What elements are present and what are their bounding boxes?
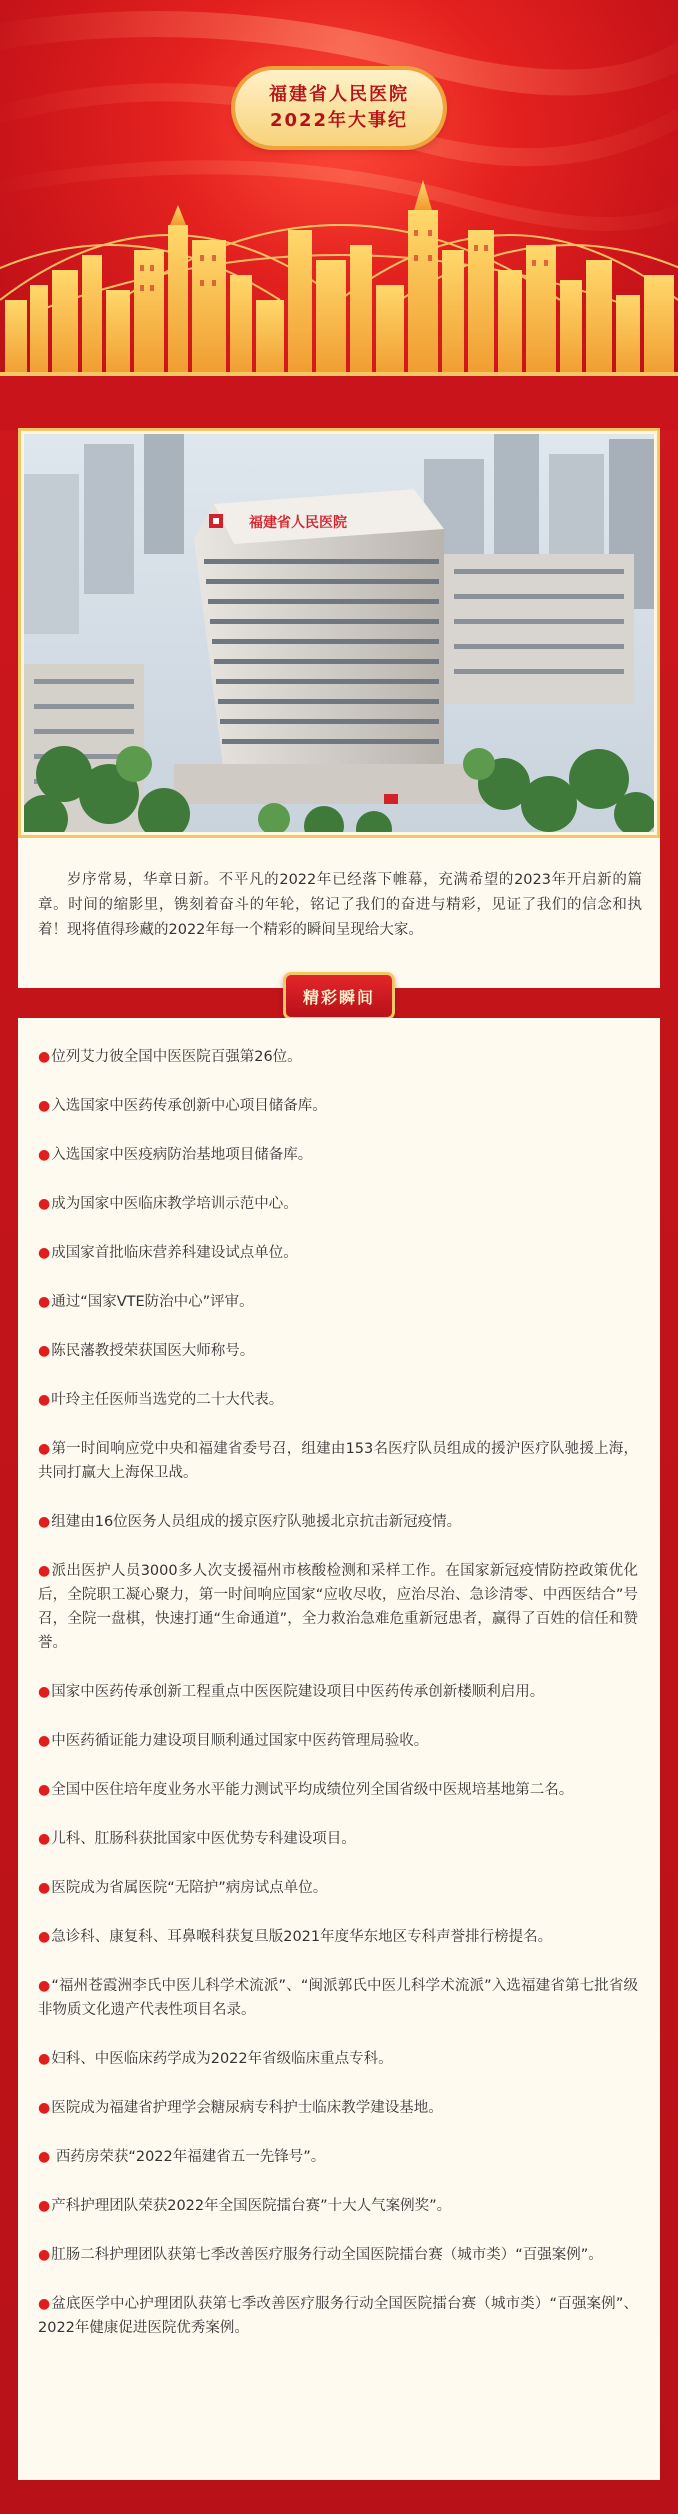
list-item [38,1143,638,1167]
list-item-text: 陈民藩教授荣获国医大师称号。 [51,1343,255,1359]
list-item [38,1094,638,1118]
list-item-text: 产科护理团队荣获2022年全国医院擂台赛”十大人气案例奖”。 [51,2198,452,2214]
list-item-text: 急诊科、康复科、耳鼻喉科获复旦版2021年度华东地区专科声誉排行榜提名。 [51,1929,553,1945]
header-decoration [0,0,678,430]
hospital-photo [24,434,654,832]
list-item-text: 第一时间响应党中央和福建省委号召，组建由153名医疗队员组成的援沪医疗队驰援上海，共同打赢大上海保卫战。 [38,1441,638,1481]
bullet-icon: ● [38,2198,51,2214]
bullet-icon: ● [38,2247,51,2263]
list-item [38,1974,638,2022]
list-item-text: 入选国家中医疫病防治基地项目储备库。 [51,1147,313,1163]
bullet-icon: ● [38,1392,51,1408]
list-item [38,1192,638,1216]
bullet-icon: ● [38,1294,51,1310]
list-item [38,1925,638,1949]
bullet-icon: ● [38,1441,51,1457]
list-item [38,2145,638,2169]
building-sign: 福建省人民医院 [249,515,347,531]
bullet-icon: ● [38,2051,51,2067]
highlights-panel [18,1018,660,2480]
list-item [38,1241,638,1265]
list-item-text: 全国中医住培年度业务水平能力测试平均成绩位列全国省级中医规培基地第二名。 [51,1782,574,1798]
list-item-text: 派出医护人员3000多人次支援福州市核酸检测和采样工作。在国家新冠疫情防控政策优化后，全院职工凝心聚力，第一时间响应国家“应收尽收，应治尽治、急诊清零、中西医结合”号召，全院一盘棋，快速打通“生命通道”，全力救治急难危重新冠患者，赢得了百姓的信任和赞誉。 [38,1563,638,1651]
list-item [38,1827,638,1851]
bullet-icon: ● [38,1196,51,1212]
bullet-icon: ● [38,1147,51,1163]
list-item [38,1510,638,1534]
list-item-text: 成为国家中医临床教学培训示范中心。 [51,1196,298,1212]
bullet-icon: ● [38,1514,51,1530]
bullet-icon: ● [38,1098,51,1114]
bullet-icon: ● [38,1049,51,1065]
list-item-text: 通过“国家VTE防治中心”评审。 [51,1294,254,1310]
header-banner [0,0,678,430]
list-item [38,2096,638,2120]
list-item [38,1290,638,1314]
list-item-text: 入选国家中医药传承创新中心项目储备库。 [51,1098,327,1114]
list-item-text: 西药房荣获“2022年福建省五一先锋号”。 [51,2149,326,2165]
list-item [38,2047,638,2071]
title-line-1: 福建省人民医院 [269,84,409,105]
title-badge [235,70,443,146]
hospital-building-illustration [24,434,654,832]
bullet-icon: ● [38,1563,51,1579]
list-item-text: 医院成为省属医院“无陪护”病房试点单位。 [51,1880,328,1896]
list-item [38,1437,638,1485]
list-item [38,2292,638,2340]
intro-panel [18,838,660,988]
list-item-text: 叶玲主任医师当选党的二十大代表。 [51,1392,284,1408]
bullet-icon: ● [38,1343,51,1359]
list-item [38,2194,638,2218]
list-item-text: 组建由16位医务人员组成的援京医疗队驰援北京抗击新冠疫情。 [51,1514,462,1530]
bullet-icon: ● [38,1831,51,1847]
bullet-icon: ● [38,2100,51,2116]
bullet-icon: ● [38,2149,51,2165]
bullet-icon: ● [38,2296,51,2312]
highlights-list [38,1045,638,2340]
bullet-icon: ● [38,1978,51,1994]
bullet-icon: ● [38,1684,51,1700]
list-item-text: 肛肠二科护理团队获第七季改善医疗服务行动全国医院擂台赛（城市类）“百强案例”。 [51,2247,603,2263]
list-item [38,1778,638,1802]
list-item [38,1729,638,1753]
list-item [38,1045,638,1069]
list-item-text: 成国家首批临床营养科建设试点单位。 [51,1245,298,1261]
list-item [38,1559,638,1655]
intro-text: 岁序常易，华章日新。不平凡的2022年已经落下帷幕，充满希望的2023年开启新的篇章。时间的缩影里，镌刻着奋斗的年轮，铭记了我们的奋进与精彩，见证了我们的信念和执着！现将值得珍藏的2022年每一个精彩的瞬间呈现给大家。 [38,872,642,938]
bullet-icon: ● [38,1929,51,1945]
list-item-text: 医院成为福建省护理学会糖尿病专科护士临床教学建设基地。 [51,2100,443,2116]
hospital-photo-frame [18,428,660,838]
list-item-text: 中医药循证能力建设项目顺利通过国家中医药管理局验收。 [51,1733,429,1749]
list-item-text: 妇科、中医临床药学成为2022年省级临床重点专科。 [51,2051,393,2067]
bullet-icon: ● [38,1782,51,1798]
list-item [38,2243,638,2267]
list-item-text: 盆底医学中心护理团队获第七季改善医疗服务行动全国医院擂台赛（城市类）“百强案例”、2022年健康促进医院优秀案例。 [38,2296,638,2336]
list-item-text: 儿科、肛肠科获批国家中医优势专科建设项目。 [51,1831,356,1847]
bullet-icon: ● [38,1245,51,1261]
section-badge: 精彩瞬间 [283,972,395,1020]
list-item-text: 国家中医药传承创新工程重点中医医院建设项目中医药传承创新楼顺利启用。 [51,1684,545,1700]
list-item [38,1876,638,1900]
title-line-2: 2022年大事纪 [269,110,409,131]
list-item [38,1680,638,1704]
list-item [38,1339,638,1363]
list-item-text: 位列艾力彼全国中医医院百强第26位。 [51,1049,302,1065]
list-item [38,1388,638,1412]
bullet-icon: ● [38,1880,51,1896]
bullet-icon: ● [38,1733,51,1749]
list-item-text: “福州苍霞洲李氏中医儿科学术流派”、“闽派郭氏中医儿科学术流派”入选福建省第七批省级非物质文化遗产代表性项目名录。 [38,1978,639,2018]
